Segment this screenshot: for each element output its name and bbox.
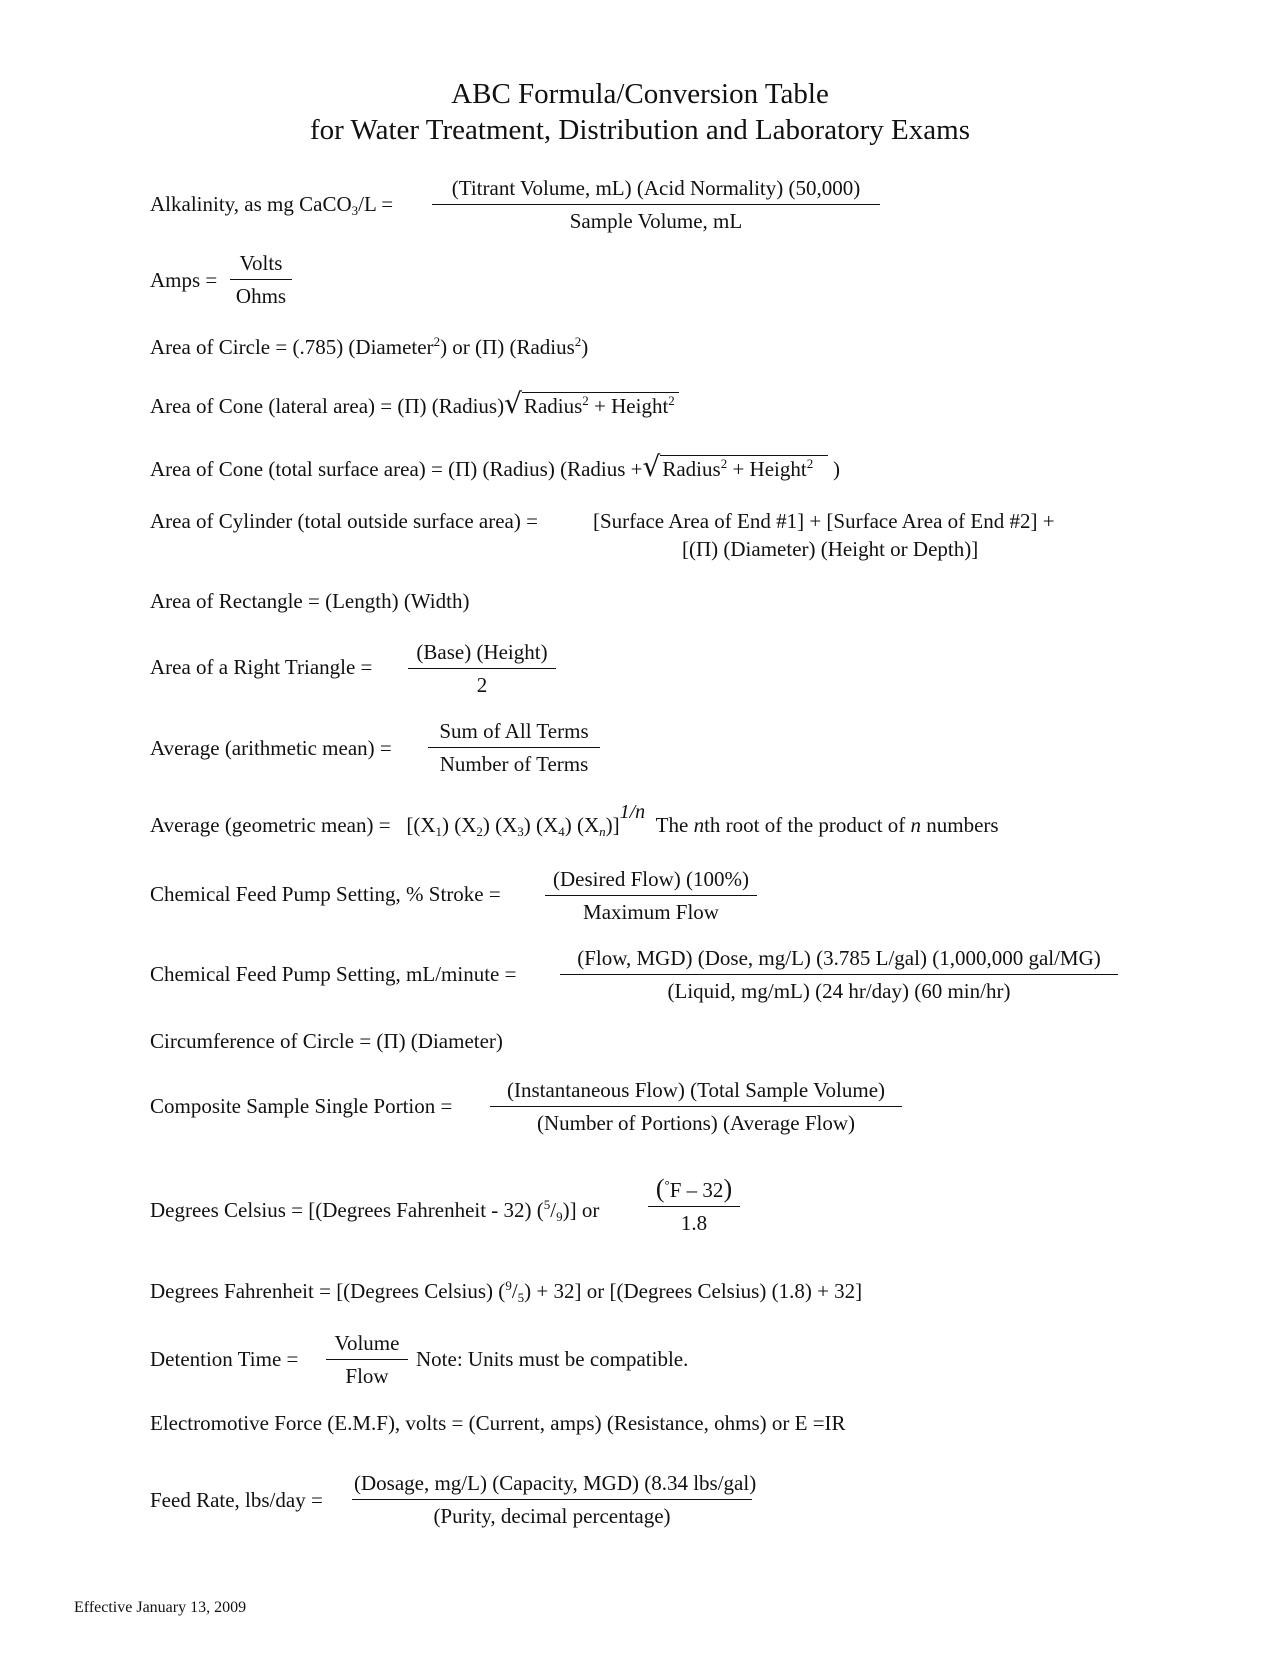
right-triangle-denominator: 2: [476, 673, 488, 697]
feed-rate-fraction: [352, 1470, 757, 1529]
pump-stroke-fraction: [545, 866, 757, 925]
amps-label: Amps =: [150, 268, 218, 292]
average-arithmetic-numerator: Sum of All Terms: [428, 718, 600, 748]
area-cylinder-line-2: [(Π) (Diameter) (Height or Depth)]: [682, 537, 979, 561]
cone-lateral-radicand: Radius$^2$ + Height$^2$: [522, 392, 679, 418]
pump-stroke-label: Chemical Feed Pump Setting, % Stroke =: [150, 882, 501, 906]
average-arithmetic-label: Average (arithmetic mean) =: [150, 736, 392, 760]
detention-note: Note: Units must be compatible.: [416, 1347, 689, 1371]
fahrenheit-formula: Degrees Fahrenheit = [(Degrees Celsius) $(^9/_5) + 32$] or [(Degrees Celsius) (1.8) + 32]: [150, 1278, 863, 1305]
detention-label: Detention Time =: [150, 1347, 299, 1371]
area-cylinder-line-1: [Surface Area of End #1] + [Surface Area of End #2] +: [593, 509, 1055, 533]
celsius-formula: Degrees Celsius = [(Degrees Fahrenheit - 32) $(^5/_9)$] or: [150, 1197, 600, 1224]
average-geometric-formula: Average (geometric mean) = [$(X_1)$ $(X_2)$ $(X_3)$ $(X_4)$ $(X_n)]1/n$ The nth root of the product of n numbers: [150, 801, 999, 839]
square-root-icon: √: [642, 450, 661, 483]
celsius-fraction: [648, 1176, 740, 1236]
alkalinity-numerator: (Titrant Volume, mL) (Acid Normality) (50,000): [432, 175, 880, 205]
alkalinity-fraction: [432, 175, 880, 234]
feed-rate-numerator: (Dosage, mg/L) (Capacity, MGD) (8.34 lbs/gal): [352, 1470, 752, 1500]
pump-ml-min-denominator: (Liquid, mg/mL) (24 hr/day) (60 min/hr): [667, 979, 1011, 1003]
pump-stroke-numerator: (Desired Flow) (100%): [545, 866, 757, 896]
geometric-mean-exponent: 1/n: [619, 801, 646, 823]
right-triangle-label: Area of a Right Triangle =: [150, 655, 373, 679]
pump-stroke-denominator: Maximum Flow: [583, 900, 719, 924]
pump-ml-min-numerator: (Flow, MGD) (Dose, mg/L) (3.785 L/gal) (1,000,000 gal/MG): [560, 945, 1118, 975]
amps-fraction: [230, 250, 292, 309]
right-triangle-numerator: (Base) (Height): [408, 639, 556, 669]
emf-formula: Electromotive Force (E.M.F), volts = (Current, amps) (Resistance, ohms) or E =IR: [150, 1411, 846, 1435]
celsius-numerator: (°F – 32): [648, 1176, 740, 1207]
alkalinity-denominator: Sample Volume, mL: [569, 209, 743, 233]
area-circle-formula: Area of Circle = (.785) (Diameter$^2$) or (Π) (Radius$^2$): [150, 334, 589, 359]
average-arithmetic-denominator: Number of Terms: [439, 752, 589, 776]
pump-ml-min-label: Chemical Feed Pump Setting, mL/minute =: [150, 962, 517, 986]
effective-date: Effective January 13, 2009: [74, 1599, 247, 1616]
right-triangle-fraction: [408, 639, 556, 698]
celsius-denominator: 1.8: [680, 1211, 708, 1235]
amps-numerator: Volts: [230, 250, 292, 280]
composite-sample-label: Composite Sample Single Portion =: [150, 1094, 453, 1118]
detention-fraction: [326, 1330, 408, 1389]
average-arithmetic-fraction: [428, 718, 600, 777]
circumference-formula: Circumference of Circle = (Π) (Diameter): [150, 1029, 503, 1053]
square-root-icon: √: [504, 387, 522, 420]
composite-sample-denominator: (Number of Portions) (Average Flow): [536, 1111, 856, 1135]
area-cone-total-formula: Area of Cone (total surface area) = (Π) (Radius) (Radius +√Radius$^2$ + Height$^2$ ): [150, 450, 840, 483]
feed-rate-label: Feed Rate, lbs/day =: [150, 1488, 323, 1512]
detention-denominator: Flow: [345, 1364, 389, 1388]
pump-ml-min-fraction: [560, 945, 1118, 1004]
page-title-line-2: for Water Treatment, Distribution and Laboratory Exams: [310, 114, 970, 146]
area-cone-lateral-formula: Area of Cone (lateral area) = (Π) (Radius)√Radius$^2$ + Height$^2$: [150, 391, 679, 419]
composite-sample-numerator: (Instantaneous Flow) (Total Sample Volume): [490, 1077, 902, 1107]
page-title-line-1: ABC Formula/Conversion Table: [451, 78, 829, 110]
amps-denominator: Ohms: [235, 284, 287, 308]
alkalinity-label: Alkalinity, as mg CaCO$_3$/L =: [150, 192, 394, 218]
area-cylinder-label: Area of Cylinder (total outside surface area) =: [150, 509, 538, 533]
area-rectangle-formula: Area of Rectangle = (Length) (Width): [150, 589, 470, 613]
cone-total-radicand: Radius$^2$ + Height$^2$: [660, 455, 827, 481]
composite-sample-fraction: [490, 1077, 902, 1136]
feed-rate-denominator: (Purity, decimal percentage): [433, 1504, 671, 1528]
detention-numerator: Volume: [326, 1330, 408, 1360]
